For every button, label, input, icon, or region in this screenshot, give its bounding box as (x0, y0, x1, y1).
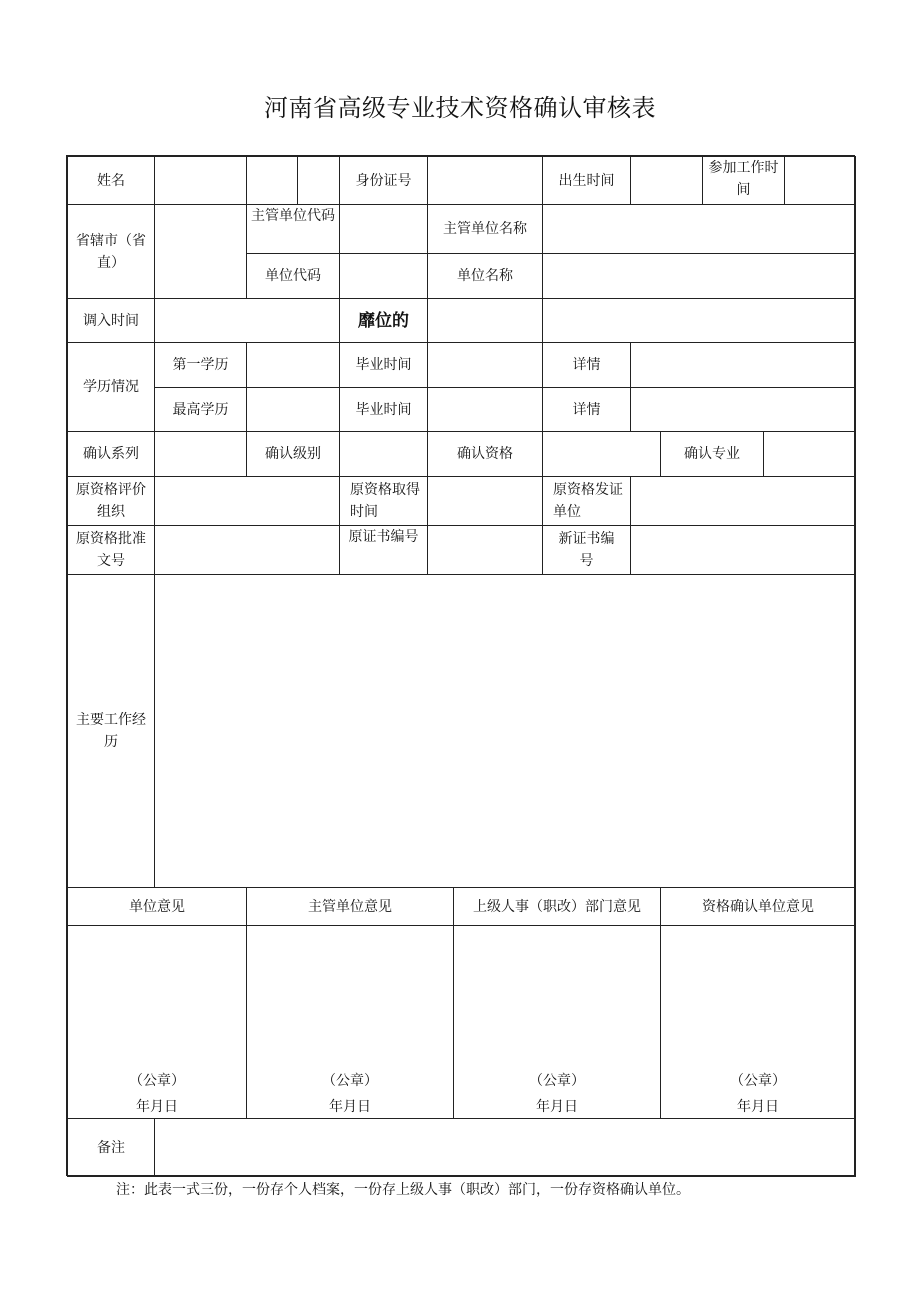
orig-issuer-field[interactable] (630, 476, 856, 526)
stamp-text: （公章） (129, 1073, 185, 1089)
birth-label: 出生时间 (542, 156, 631, 205)
opinion-header-confirm: 资格确认单位意见 (660, 887, 856, 926)
highest-edu-field[interactable] (246, 387, 340, 432)
opinion-box-hr[interactable] (453, 925, 661, 1119)
level-field[interactable] (339, 431, 428, 477)
date-text: 年月日 (329, 1099, 371, 1115)
specialty-label: 确认专业 (660, 431, 764, 477)
stamp-text: （公章） (730, 1073, 786, 1089)
dept-code-label: 主管单位代码 (246, 204, 340, 254)
date-text: 年月日 (536, 1099, 578, 1115)
dept-name-label: 主管单位名称 (427, 204, 543, 254)
first-grad-time-field[interactable] (427, 342, 543, 388)
qualification-label: 确认资格 (427, 431, 543, 477)
opinion-box-dept[interactable] (246, 925, 454, 1119)
id-no-field[interactable] (427, 156, 543, 205)
new-cert-field[interactable] (630, 525, 856, 575)
orig-doc-label: 原资格批准文号 (67, 525, 155, 575)
province-field[interactable] (154, 204, 247, 299)
name-field-2[interactable] (246, 156, 298, 205)
work-history-field[interactable] (154, 574, 856, 888)
new-cert-label: 新证书编号 (542, 525, 631, 575)
specialty-field[interactable] (763, 431, 856, 477)
first-edu-label: 第一学历 (154, 342, 247, 388)
work-start-field[interactable] (784, 156, 856, 205)
date-text: 年月日 (737, 1099, 779, 1115)
remarks-field[interactable] (154, 1118, 856, 1177)
remarks-label: 备注 (67, 1118, 155, 1177)
orig-cert-field[interactable] (427, 525, 543, 575)
unit-name-label: 单位名称 (427, 253, 543, 299)
name-field[interactable] (154, 156, 247, 205)
orig-org-field[interactable] (154, 476, 340, 526)
highest-grad-time-field[interactable] (427, 387, 543, 432)
transfer-field[interactable] (154, 298, 340, 343)
row4-field-a[interactable] (427, 298, 543, 343)
review-form (66, 155, 855, 1176)
opinion-box-confirm[interactable] (660, 925, 856, 1119)
unit-code-label: 单位代码 (246, 253, 340, 299)
orig-issuer-label: 原资格发证单位 (542, 476, 631, 526)
row4-field-b[interactable] (542, 298, 856, 343)
unit-code-field[interactable] (339, 253, 428, 299)
first-grad-time-label: 毕业时间 (339, 342, 428, 388)
orig-doc-field[interactable] (154, 525, 340, 575)
date-text: 年月日 (136, 1099, 178, 1115)
opinion-header-dept: 主管单位意见 (246, 887, 454, 926)
series-field[interactable] (154, 431, 247, 477)
orig-time-field[interactable] (427, 476, 543, 526)
transfer-label: 调入时间 (67, 298, 155, 343)
unit-name-field[interactable] (542, 253, 856, 299)
qualification-field[interactable] (542, 431, 661, 477)
stamp-text: （公章） (529, 1073, 585, 1089)
id-no-label: 身份证号 (339, 156, 428, 205)
work-start-label: 参加工作时间 (702, 156, 785, 205)
dept-name-field[interactable] (542, 204, 856, 254)
opinion-header-hr: 上级人事（职改）部门意见 (453, 887, 661, 926)
highest-details-field[interactable] (630, 387, 856, 432)
odd-text: 靡位的 (339, 298, 428, 343)
highest-details-label: 详情 (542, 387, 631, 432)
highest-grad-time-label: 毕业时间 (339, 387, 428, 432)
opinion-box-unit[interactable] (67, 925, 247, 1119)
name-label: 姓名 (67, 156, 155, 205)
first-edu-field[interactable] (246, 342, 340, 388)
work-history-label: 主要工作经历 (67, 574, 155, 888)
series-label: 确认系列 (67, 431, 155, 477)
province-label: 省辖市（省直） (67, 204, 155, 299)
form-title: 河南省高级专业技术资格确认审核表 (264, 94, 656, 122)
orig-cert-label: 原证书编号 (339, 525, 428, 575)
education-label: 学历情况 (67, 342, 155, 432)
stamp-text: （公章） (322, 1073, 378, 1089)
footnote: 注：此表一式三份，一份存个人档案，一份存上级人事（职改）部门，一份存资格确认单位。 (116, 1182, 690, 1198)
first-details-field[interactable] (630, 342, 856, 388)
dept-code-field[interactable] (339, 204, 428, 254)
orig-org-label: 原资格评价组织 (67, 476, 155, 526)
birth-field[interactable] (630, 156, 703, 205)
name-field-3[interactable] (297, 156, 340, 205)
opinion-header-unit: 单位意见 (67, 887, 247, 926)
highest-edu-label: 最高学历 (154, 387, 247, 432)
first-details-label: 详情 (542, 342, 631, 388)
level-label: 确认级别 (246, 431, 340, 477)
orig-time-label: 原资格取得时间 (339, 476, 428, 526)
